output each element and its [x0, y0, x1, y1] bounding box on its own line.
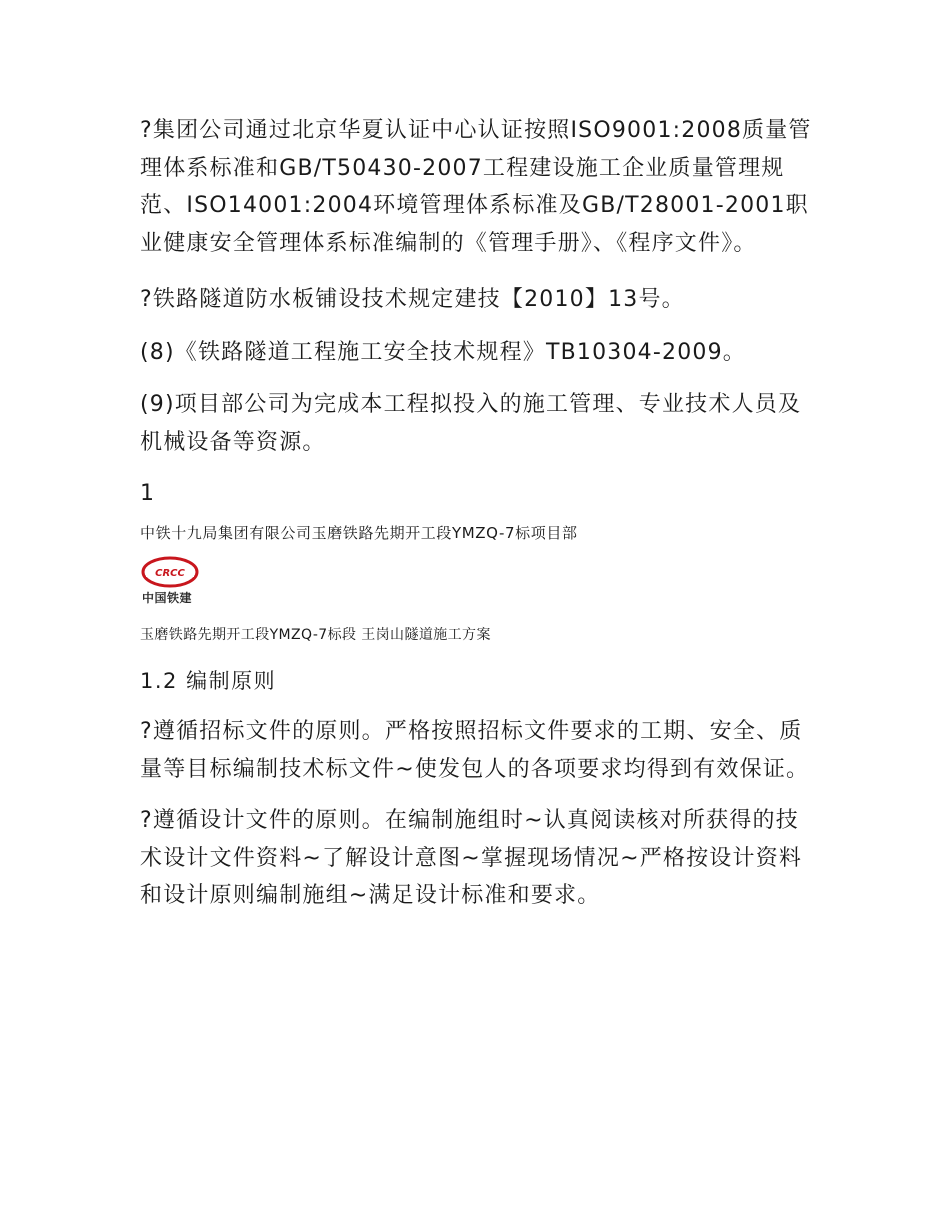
page-number: 1 — [140, 481, 154, 506]
paragraph-waterproof-board: ?铁路隧道防水板铺设技术规定建技【2010】13号。 — [140, 287, 685, 312]
crcc-logo — [140, 554, 202, 610]
document-page — [140, 112, 820, 915]
paragraph-quality-system: ?集团公司通过北京华夏认证中心认证按照ISO9001:2008质量管理体系标准和GB/T50430-2007工程建设施工企业质量管理规范、ISO14001:2004环境管理体系标准及GB/T28001-2001职业健康安全管理体系标准编制的《管理手册》、《程序文件》。 — [140, 118, 812, 256]
paragraph-safety-code: (8)《铁路隧道工程施工安全技术规程》TB10304-2009。 — [140, 339, 747, 365]
company-header: 中铁十九局集团有限公司玉磨铁路先期开工段YMZQ-7标项目部 — [140, 524, 578, 542]
section-title: 1.2 编制原则 — [140, 669, 277, 693]
crcc-logo-icon — [140, 554, 202, 590]
paragraph-design-principle: ?遵循设计文件的原则。在编制施组时~认真阅读核对所获得的技术设计文件资料~了解设计意图~掌握现场情况~严格按设计资料和设计原则编制施组~满足设计标准和要求。 — [140, 808, 803, 908]
logo-letters: CRCC — [155, 568, 185, 579]
paragraph-resources: (9)项目部公司为完成本工程拟投入的施工管理、专业技术人员及机械设备等资源。 — [140, 392, 802, 455]
project-subtitle: 玉磨铁路先期开工段YMZQ-7标段 王岗山隧道施工方案 — [140, 627, 491, 643]
logo-text: 中国铁建 — [142, 591, 193, 605]
paragraph-tender-principle: ?遵循招标文件的原则。严格按照招标文件要求的工期、安全、质量等目标编制技术标文件~使发包人的各项要求均得到有效保证。 — [140, 719, 810, 782]
